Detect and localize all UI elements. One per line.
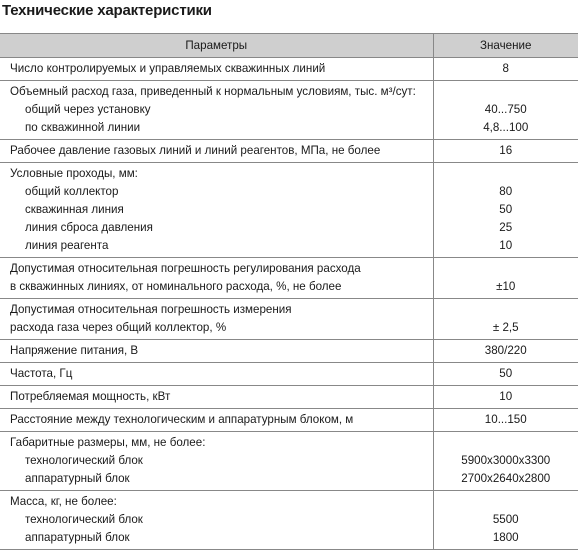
value-cell <box>433 491 578 550</box>
parameter-subitem: аппаратурный блок <box>25 531 130 544</box>
value-cell <box>433 58 578 81</box>
table-row <box>0 409 578 432</box>
parameter-text: Расстояние между технологическим и аппаратурным блоком, м <box>10 413 354 426</box>
value-text: 10 <box>499 390 513 403</box>
parameter-subitem: аппаратурный блок <box>25 472 130 485</box>
table-row <box>0 386 578 409</box>
value-cell <box>433 340 578 363</box>
parameter-text: Напряжение питания, В <box>10 344 139 357</box>
table-row <box>0 258 578 299</box>
table-row <box>0 299 578 340</box>
value-text <box>434 165 579 183</box>
specifications-table <box>0 33 578 550</box>
parameter-subitem: скважинная линия <box>25 203 124 216</box>
value-text: 16 <box>499 144 513 157</box>
value-text: 8 <box>502 62 509 75</box>
value-text: ±10 <box>496 280 516 293</box>
parameter-subitem: технологический блок <box>25 513 143 526</box>
parameter-text: Потребляемая мощность, кВт <box>10 390 171 403</box>
parameter-text: Рабочее давление газовых линий и линий реагентов, МПа, не более <box>10 144 381 157</box>
parameter-subitem: по скважинной линии <box>25 121 141 134</box>
value-cell <box>433 140 578 163</box>
value-cell <box>433 386 578 409</box>
parameter-cell <box>0 81 433 140</box>
column-header-value: Значение <box>433 34 578 58</box>
parameter-cell <box>0 140 433 163</box>
value-text: 10...150 <box>484 413 527 426</box>
column-header-parameters: Параметры <box>0 34 433 58</box>
table-row <box>0 491 578 550</box>
parameter-cell <box>0 58 433 81</box>
table-row <box>0 140 578 163</box>
parameter-text: расхода газа через общий коллектор, % <box>10 321 227 334</box>
parameter-text: Объемный расход газа, приведенный к нормальным условиям, тыс. м³/сут: <box>10 85 416 98</box>
parameter-cell <box>0 409 433 432</box>
parameter-text: Габаритные размеры, мм, не более: <box>10 436 206 449</box>
parameter-cell <box>0 340 433 363</box>
value-text: 10 <box>499 239 513 252</box>
parameter-cell <box>0 363 433 386</box>
value-text: 2700x2640x2800 <box>461 472 551 485</box>
parameter-text: Допустимая относительная погрешность регулирования расхода <box>10 262 361 275</box>
value-cell <box>433 299 578 340</box>
table-row <box>0 340 578 363</box>
parameter-subitem: технологический блок <box>25 454 143 467</box>
page-title: Технические характеристики <box>2 2 212 19</box>
value-cell <box>433 432 578 491</box>
value-cell <box>433 409 578 432</box>
parameter-text: в скважинных линиях, от номинального расхода, %, не более <box>10 280 342 293</box>
value-cell <box>433 363 578 386</box>
value-text: 50 <box>499 367 513 380</box>
value-cell <box>433 258 578 299</box>
value-text: 40...750 <box>484 103 527 116</box>
parameter-subitem: линия сброса давления <box>25 221 153 234</box>
value-text: 380/220 <box>484 344 527 357</box>
parameter-cell <box>0 163 433 258</box>
parameter-cell <box>0 491 433 550</box>
table-row <box>0 363 578 386</box>
value-spacer <box>434 260 579 278</box>
value-text: 25 <box>499 221 513 234</box>
value-cell <box>433 81 578 140</box>
table-row <box>0 81 578 140</box>
parameter-cell <box>0 386 433 409</box>
parameter-subitem: линия реагента <box>25 239 109 252</box>
value-text <box>434 83 579 101</box>
value-text: 1800 <box>492 531 519 544</box>
value-text: 50 <box>499 203 513 216</box>
table-row <box>0 163 578 258</box>
table-header-row <box>0 34 578 58</box>
value-text <box>434 493 579 511</box>
value-text <box>434 434 579 452</box>
value-spacer <box>434 301 579 319</box>
parameter-text: Частота, Гц <box>10 367 73 380</box>
value-text: 80 <box>499 185 513 198</box>
parameter-text: Допустимая относительная погрешность измерения <box>10 303 292 316</box>
parameter-text: Условные проходы, мм: <box>10 167 138 180</box>
parameter-subitem: общий через установку <box>25 103 151 116</box>
value-text: 5500 <box>492 513 519 526</box>
parameter-cell <box>0 258 433 299</box>
parameter-text: Масса, кг, не более: <box>10 495 117 508</box>
parameter-subitem: общий коллектор <box>25 185 119 198</box>
value-cell <box>433 163 578 258</box>
parameter-cell <box>0 299 433 340</box>
value-text: 5900x3000x3300 <box>461 454 551 467</box>
value-text: ± 2,5 <box>492 321 519 334</box>
parameter-text: Число контролируемых и управляемых скважинных линий <box>10 62 326 75</box>
parameter-cell <box>0 432 433 491</box>
table-row <box>0 58 578 81</box>
value-text: 4,8...100 <box>483 121 529 134</box>
table-row <box>0 432 578 491</box>
